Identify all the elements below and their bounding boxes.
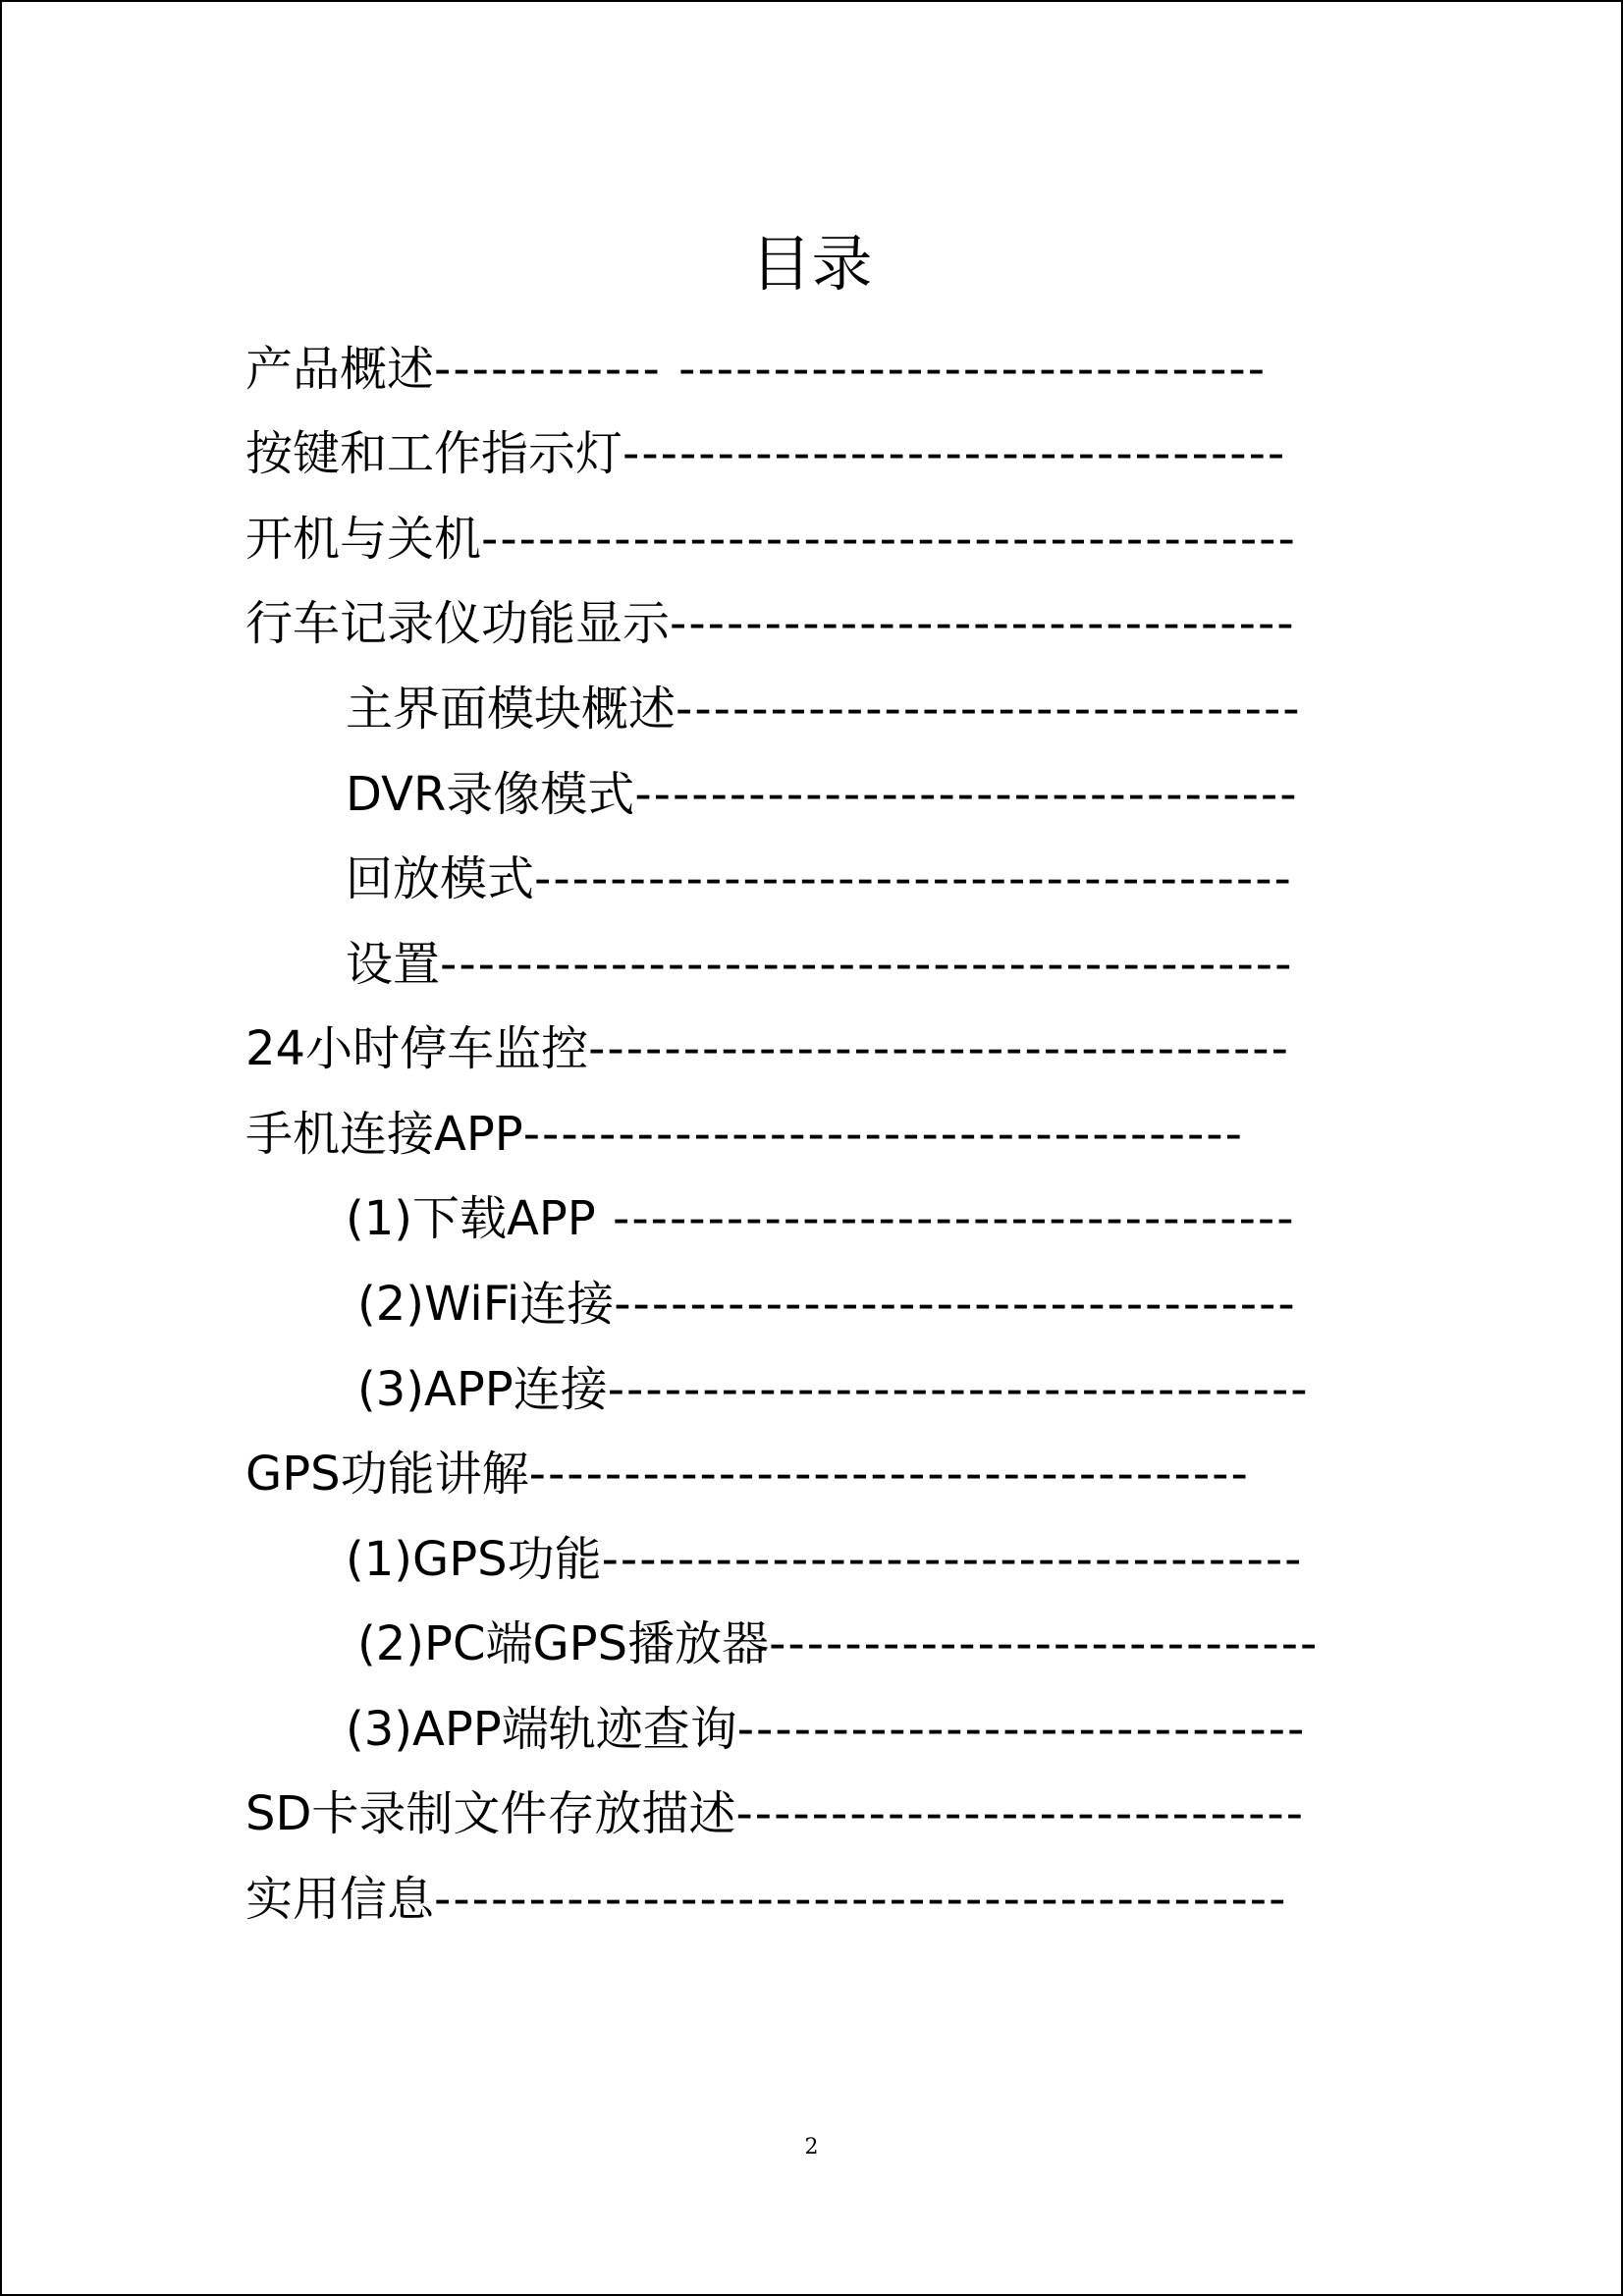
toc-leader: ------------------------------------ xyxy=(614,1277,1297,1332)
toc-entry-label: (2)WiFi连接 xyxy=(357,1277,615,1332)
toc-entry-label: (3)APP端轨迹查询 xyxy=(346,1702,737,1757)
toc-entry-wifi-connect[interactable] xyxy=(357,1275,1377,1334)
toc-leader: -------------------------------------- xyxy=(522,1107,1244,1162)
page-number: 2 xyxy=(804,2135,819,2159)
toc-entry-label: (1)GPS功能 xyxy=(346,1532,602,1587)
toc-entry-label: SD卡录制文件存放描述 xyxy=(245,1786,736,1841)
toc-leader: --------------------------------- xyxy=(670,596,1296,651)
toc-entry-app-track-query[interactable] xyxy=(346,1700,1377,1759)
toc-entry-gps-explained[interactable] xyxy=(245,1445,1373,1503)
toc-entry-dvr-mode[interactable] xyxy=(346,765,1377,824)
toc-entry-parking-monitor[interactable] xyxy=(245,1019,1373,1078)
toc-entry-label: (2)PC端GPS播放器 xyxy=(357,1616,770,1671)
toc-entry-main-interface[interactable] xyxy=(346,680,1377,738)
toc-entry-recorder-display[interactable] xyxy=(245,594,1373,653)
toc-leader: --------------------------------------------- xyxy=(440,937,1294,992)
toc-entry-phone-app[interactable] xyxy=(245,1105,1373,1164)
toc-leader: ------------------------------------- xyxy=(588,1021,1290,1076)
toc-entry-product-overview[interactable] xyxy=(245,340,1373,399)
toc-entry-label: 实用信息 xyxy=(245,1872,435,1927)
toc-entry-app-connect[interactable] xyxy=(357,1360,1377,1419)
toc-entry-label: 主界面模块概述 xyxy=(346,682,676,737)
toc-entry-label: DVR录像模式 xyxy=(346,767,635,822)
toc-leader: ----------------------------------- xyxy=(634,767,1299,822)
toc-entry-label: 按键和工作指示灯 xyxy=(245,426,623,481)
toc-leader: ------------------------------ xyxy=(736,1702,1307,1757)
toc-entry-pc-gps-player[interactable] xyxy=(357,1614,1377,1673)
table-of-contents xyxy=(2,2,1621,2294)
toc-title: 目录 xyxy=(750,228,873,300)
toc-entry-label: (3)APP连接 xyxy=(357,1362,608,1417)
toc-entry-buttons-indicators[interactable] xyxy=(245,424,1373,483)
toc-leader: --------------------------------------------- xyxy=(434,1872,1288,1927)
toc-entry-label: (1)下载APP xyxy=(346,1191,596,1246)
toc-entry-sd-card-files[interactable] xyxy=(245,1784,1373,1843)
toc-entry-label: 回放模式 xyxy=(346,851,535,906)
toc-entry-settings[interactable] xyxy=(346,935,1377,994)
toc-leader: -------------------------------------- xyxy=(528,1447,1250,1502)
toc-leader: --------------------------------- xyxy=(676,682,1302,737)
toc-leader: ---------------------------------------- xyxy=(534,851,1293,906)
toc-leader: ------------ ------------------------------- xyxy=(434,342,1268,397)
toc-leader: ------------------------------------ xyxy=(595,1191,1296,1246)
toc-entry-download-app[interactable] xyxy=(346,1189,1377,1248)
toc-entry-label: 24小时停车监控 xyxy=(245,1021,589,1076)
toc-leader: ----------------------------------- xyxy=(622,426,1287,481)
toc-leader: ------------------------------------------- xyxy=(481,512,1297,567)
toc-entry-gps-function[interactable] xyxy=(346,1530,1377,1589)
toc-entry-power-on-off[interactable] xyxy=(245,510,1373,569)
toc-entry-playback-mode[interactable] xyxy=(346,849,1377,908)
toc-leader: ------------------------------------- xyxy=(607,1362,1310,1417)
toc-entry-label: 设置 xyxy=(346,937,441,992)
toc-entry-useful-info[interactable] xyxy=(245,1870,1373,1929)
toc-leader: ----------------------------- xyxy=(769,1616,1320,1671)
toc-entry-label: 行车记录仪功能显示 xyxy=(245,596,671,651)
toc-entry-label: 手机连接APP xyxy=(245,1107,523,1162)
toc-leader: ------------------------------------- xyxy=(601,1532,1304,1587)
toc-entry-label: 开机与关机 xyxy=(245,512,482,567)
toc-entry-label: GPS功能讲解 xyxy=(245,1447,529,1502)
toc-entry-label: 产品概述 xyxy=(245,342,435,397)
toc-leader: ------------------------------ xyxy=(735,1786,1306,1841)
